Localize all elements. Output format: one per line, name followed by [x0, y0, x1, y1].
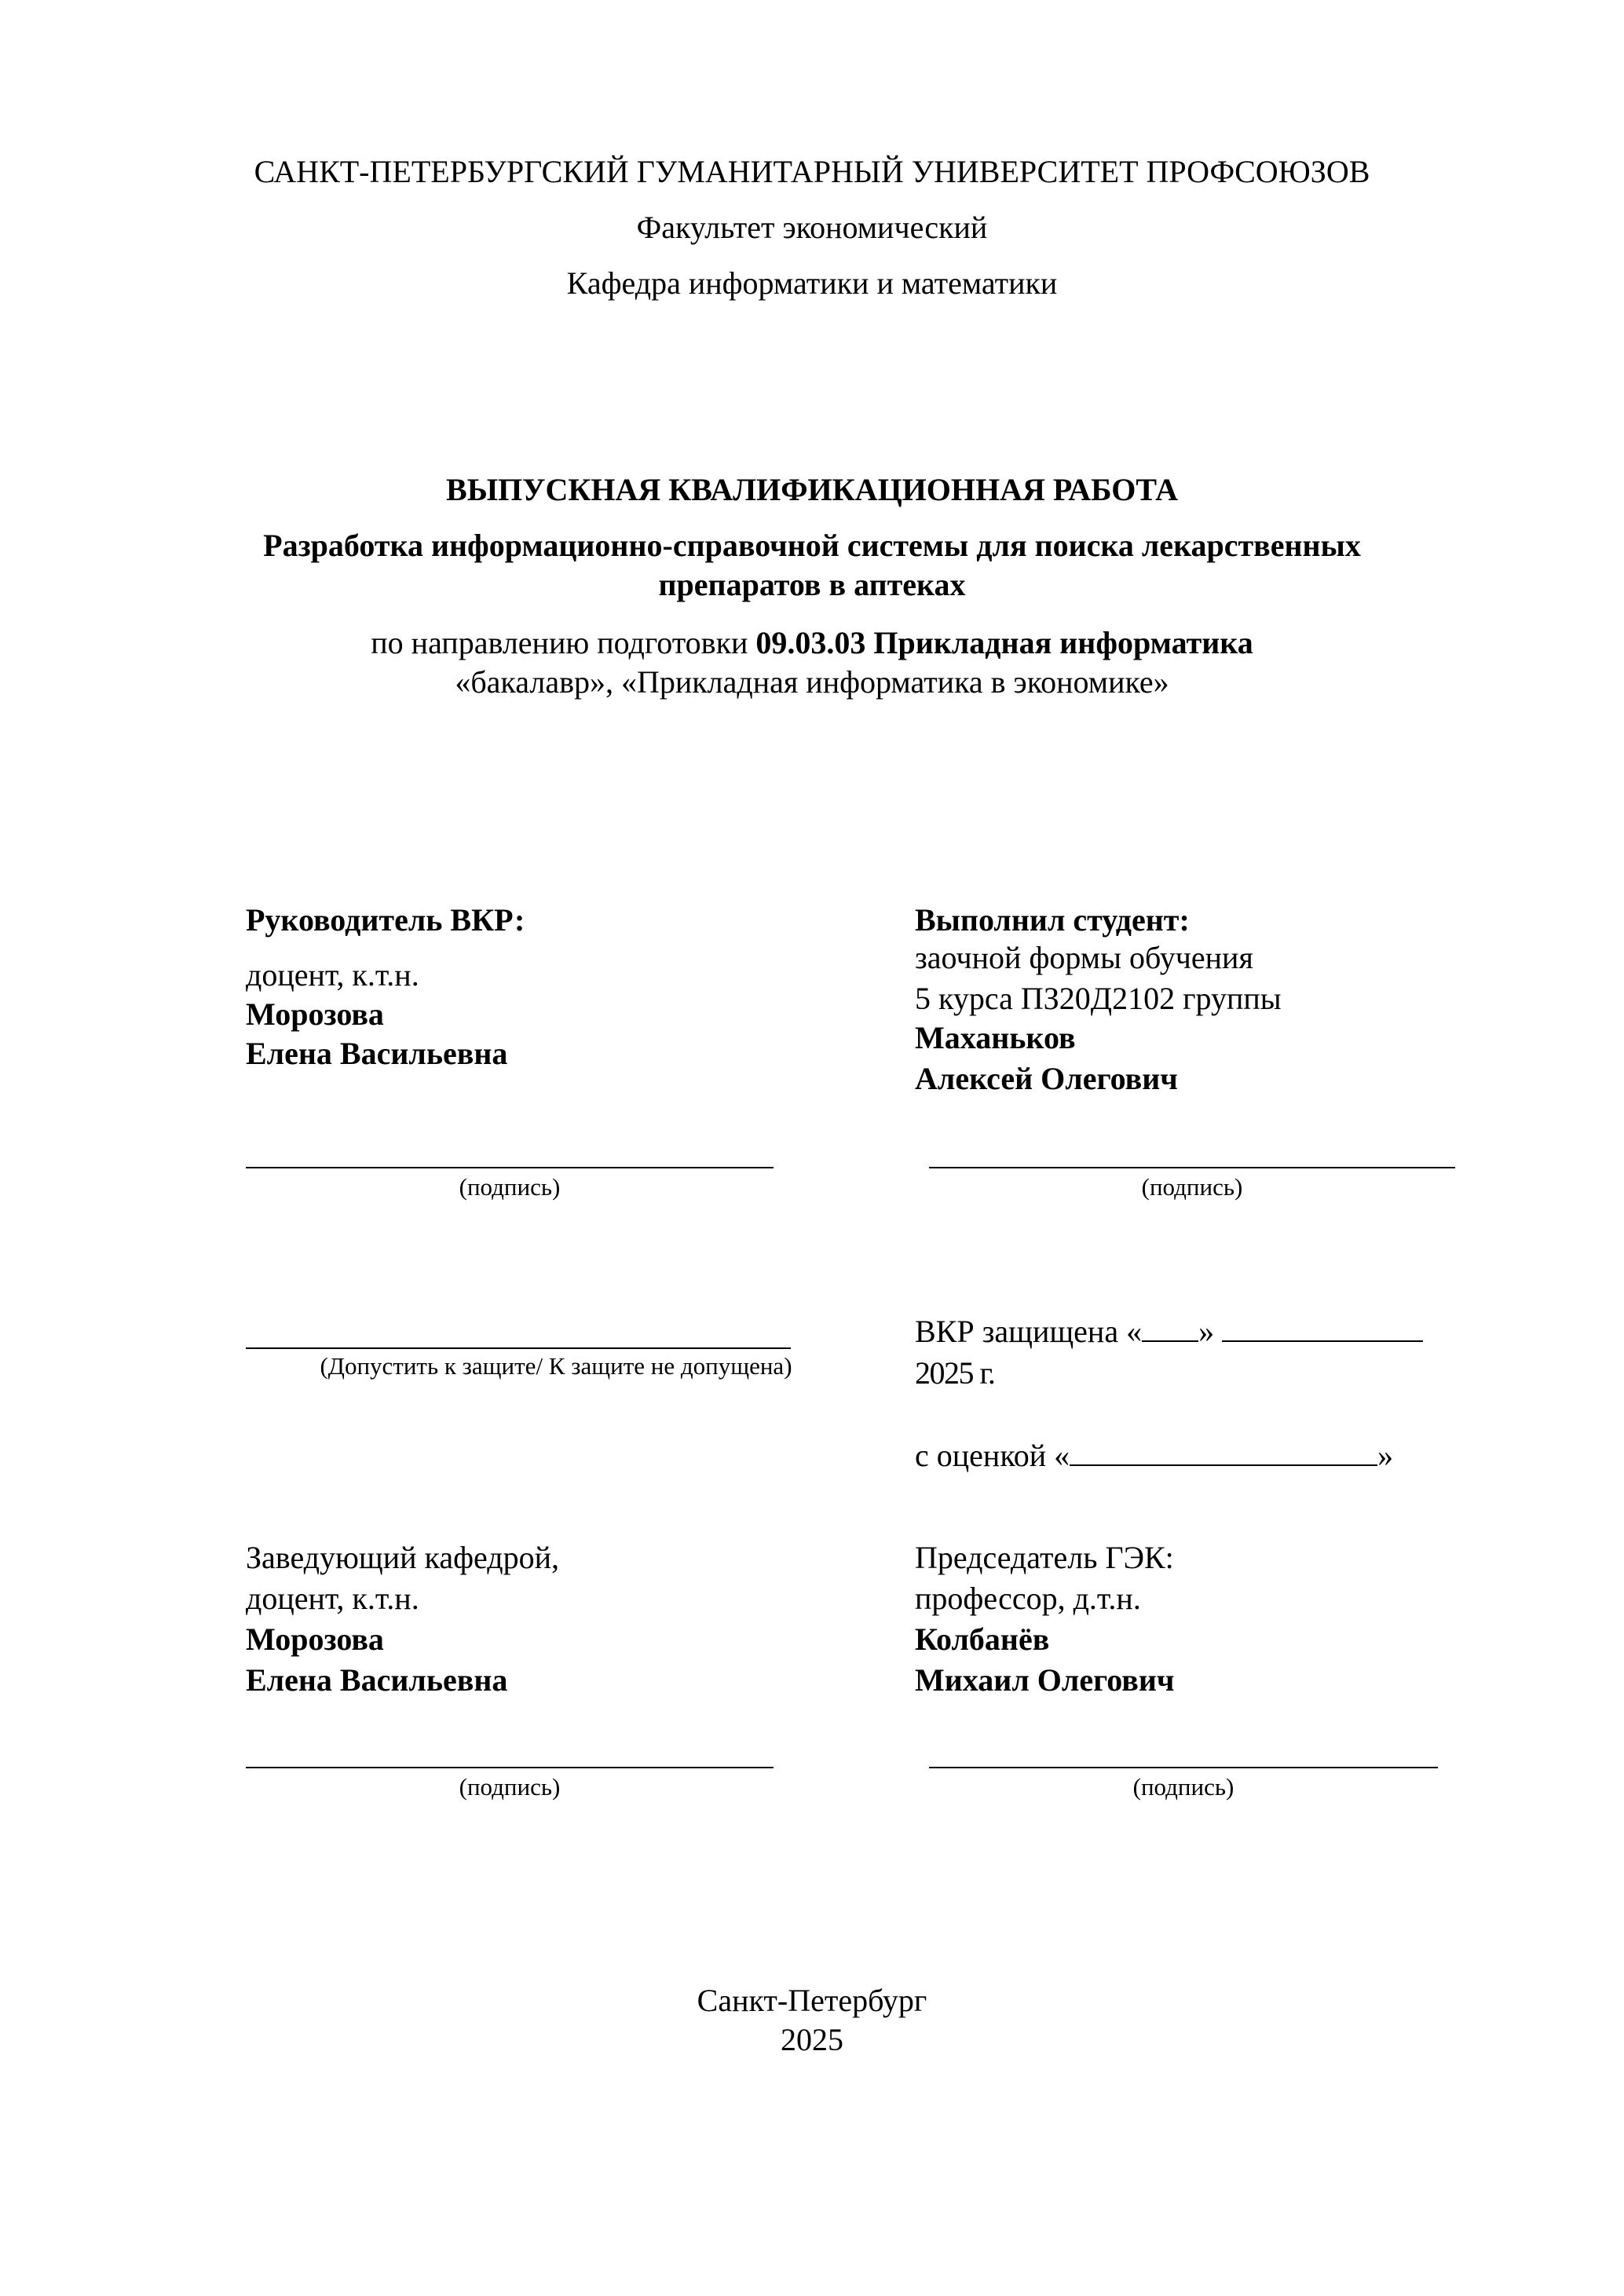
- head-heading: Заведующий кафедрой,: [246, 1540, 560, 1575]
- department-name: Кафедра информатики и математики: [566, 265, 1058, 301]
- admission-label: (Допустить к защите/ К защите не допущена): [320, 1352, 792, 1380]
- student-form: заочной формы обучения: [915, 940, 1253, 975]
- supervisor-surname: Морозова: [246, 996, 384, 1032]
- profile-line: «бакалавр», «Прикладная информатика в экономике»: [455, 664, 1169, 700]
- topic-line-2: препаратов в аптеках: [658, 567, 966, 602]
- topic-line-1: Разработка информационно-справочной системы для поиска лекарственных: [263, 528, 1361, 563]
- gek-position: профессор, д.т.н.: [915, 1581, 1141, 1616]
- gek-heading: Председатель ГЭК:: [915, 1540, 1174, 1575]
- head-name: Елена Васильевна: [246, 1662, 508, 1698]
- direction-prefix: по направлению подготовки: [371, 625, 756, 660]
- admission-line: [246, 1347, 791, 1349]
- gek-signature-line: [929, 1767, 1438, 1768]
- student-surname: Маханьков: [915, 1020, 1076, 1055]
- work-type-title: ВЫПУСКНАЯ КВАЛИФИКАЦИОННАЯ РАБОТА: [446, 472, 1178, 507]
- head-signature-line: [246, 1767, 774, 1768]
- defense-grade-line: [915, 1437, 1393, 1475]
- defense-month-blank: [1222, 1317, 1423, 1342]
- student-name: Алексей Олегович: [915, 1061, 1178, 1096]
- defense-grade-suffix: »: [1377, 1438, 1394, 1473]
- supervisor-heading: Руководитель ВКР:: [246, 902, 525, 938]
- gek-signature-label: (подпись): [1132, 1773, 1234, 1801]
- head-surname: Морозова: [246, 1621, 384, 1657]
- direction-line: [0, 624, 1624, 662]
- defense-grade-prefix: с оценкой «: [915, 1438, 1070, 1473]
- student-group: 5 курса ПЗ20Д2102 группы: [915, 981, 1282, 1016]
- faculty-name: Факультет экономический: [636, 210, 988, 245]
- student-signature-label: (подпись): [1141, 1173, 1243, 1201]
- supervisor-signature-line: [246, 1167, 774, 1168]
- supervisor-name: Елена Васильевна: [246, 1036, 508, 1071]
- footer-city: Санкт-Петербург: [697, 1983, 927, 2018]
- defense-grade-blank: [1070, 1441, 1377, 1466]
- supervisor-position: доцент, к.т.н.: [246, 957, 419, 993]
- gek-name: Михаил Олегович: [915, 1662, 1175, 1698]
- defense-day-blank: [1142, 1317, 1198, 1342]
- defense-protected-line: [915, 1313, 1423, 1351]
- head-position: доцент, к.т.н.: [246, 1581, 419, 1616]
- head-signature-label: (подпись): [459, 1773, 561, 1801]
- defense-protected-mid: »: [1198, 1314, 1215, 1349]
- direction-code: 09.03.03 Прикладная информатика: [755, 625, 1253, 660]
- student-heading: Выполнил студент:: [915, 902, 1190, 938]
- university-name: САНКТ-ПЕТЕРБУРГСКИЙ ГУМАНИТАРНЫЙ УНИВЕРСИТЕТ ПРОФСОЮЗОВ: [254, 154, 1370, 189]
- defense-protected-prefix: ВКР защищена «: [915, 1314, 1143, 1349]
- supervisor-signature-label: (подпись): [459, 1173, 561, 1201]
- footer-year: 2025: [781, 2022, 843, 2057]
- defense-year: 2025 г.: [915, 1355, 995, 1391]
- student-signature-line: [929, 1167, 1455, 1168]
- gek-surname: Колбанёв: [915, 1621, 1050, 1657]
